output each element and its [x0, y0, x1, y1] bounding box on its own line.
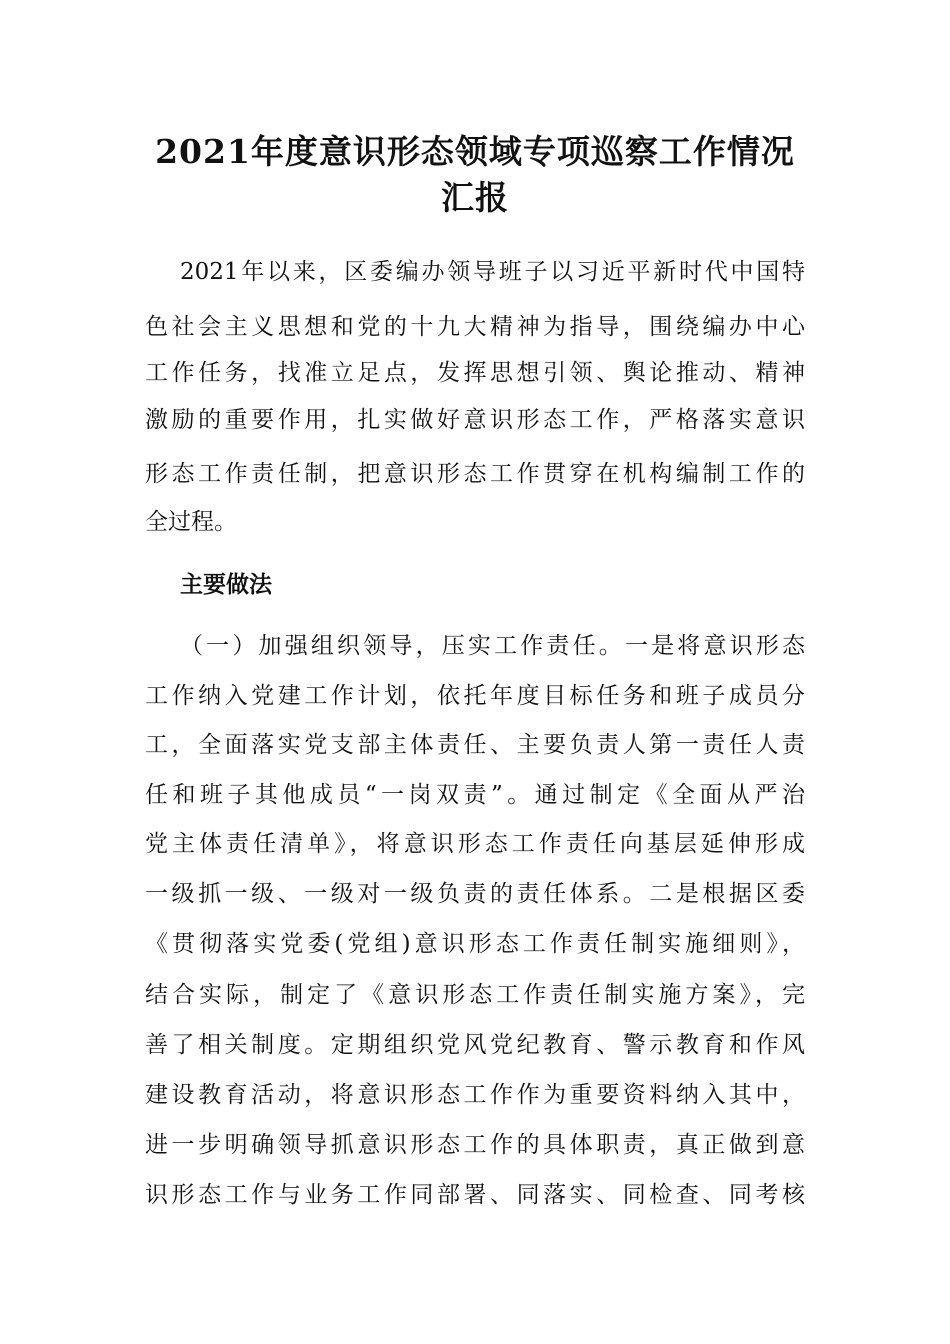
intro-line-1: 2021年以来，区委编办领导班子以习近平新时代中国特 — [180, 259, 805, 285]
section1-line-3: 工，全面落实党支部主体责任、主要负责人第一责任人责 — [145, 732, 805, 758]
section1-line-4: 任和班子其他成员“一岗双责”。通过制定《全面从严治 — [145, 782, 805, 808]
intro-line-2: 色社会主义思想和党的十九大精神为指导，围绕编办中心 — [145, 314, 805, 340]
section1-line-10: 建设教育活动，将意识形态工作作为重要资料纳入其中， — [145, 1082, 805, 1108]
section1-line-8: 结合实际，制定了《意识形态工作责任制实施方案》，完 — [145, 982, 805, 1008]
intro-line-4: 激励的重要作用，扎实做好意识形态工作，严格落实意识 — [145, 407, 805, 433]
section1-line-11: 进一步明确领导抓意识形态工作的具体职责，真正做到意 — [145, 1132, 805, 1158]
section1-line-9: 善了相关制度。定期组织党风党纪教育、警示教育和作风 — [145, 1032, 805, 1058]
section1-line-5: 党主体责任清单》，将意识形态工作责任向基层延伸形成 — [145, 831, 805, 857]
intro-line-6: 全过程。 — [145, 509, 237, 535]
section1-line-12: 识形态工作与业务工作同部署、同落实、同检查、同考核 — [145, 1182, 805, 1208]
document-title-line-2: 汇报 — [441, 178, 509, 217]
section1-line-6: 一级抓一级、一级对一级负责的责任体系。二是根据区委 — [145, 881, 805, 907]
section-heading: 主要做法 — [180, 571, 272, 598]
intro-line-5: 形态工作责任制，把意识形态工作贯穿在机构编制工作的 — [145, 461, 805, 487]
section1-line-2: 工作纳入党建工作计划，依托年度目标任务和班子成员分 — [145, 683, 805, 709]
section1-line-1: （一）加强组织领导，压实工作责任。一是将意识形态 — [180, 633, 805, 659]
section1-line-7: 《贯彻落实党委(党组)意识形态工作责任制实施细则》， — [145, 931, 805, 957]
document-title-line-1: 2021年度意识形态领域专项巡察工作情况 — [155, 132, 795, 171]
intro-line-3: 工作任务，找准立足点，发挥思想引领、舆论推动、精神 — [145, 360, 805, 386]
